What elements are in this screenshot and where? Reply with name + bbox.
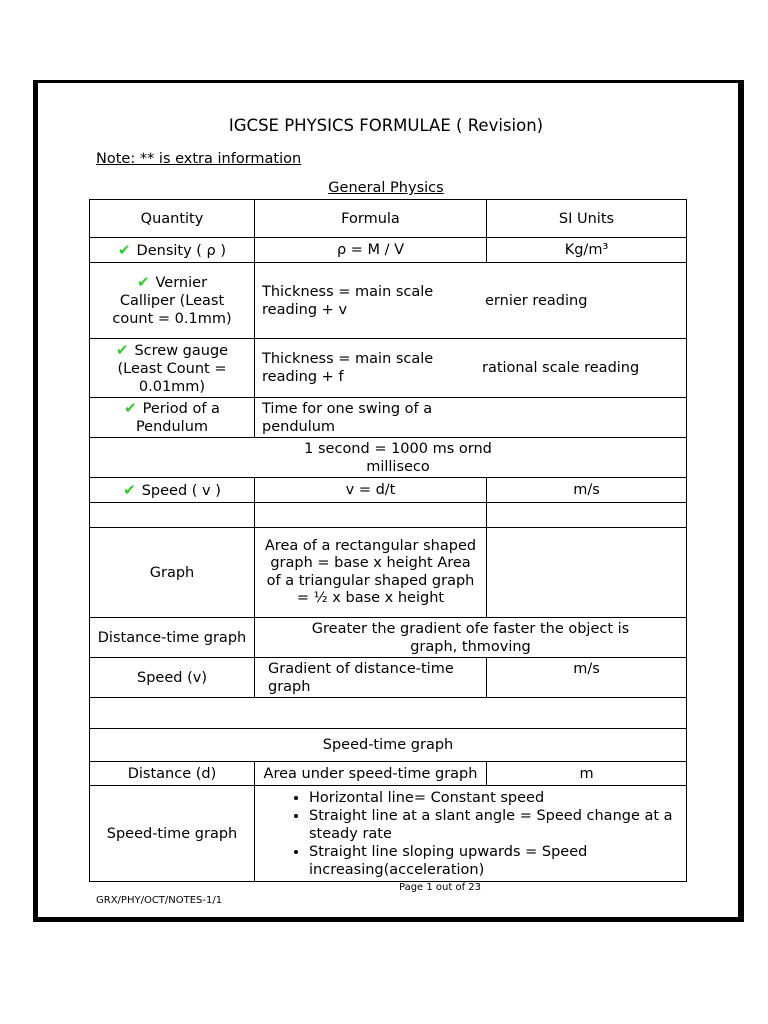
- table-row-empty: [90, 503, 687, 528]
- cell-units: m/s: [487, 658, 687, 698]
- cell-units: Kg/m³: [487, 238, 687, 263]
- cell-formula: Thickness = main scale reading + f rational scale reading: [255, 339, 687, 398]
- cell-quantity: Graph: [90, 528, 255, 618]
- table-row: [90, 762, 687, 786]
- cell-formula: Area of a rectangular shaped graph = base x height Area of a triangular shaped graph = ½ x base x height: [255, 528, 487, 618]
- cell-formula: Thickness = main scale reading + v ernier reading: [255, 263, 687, 339]
- cell-formula: Greater the gradient ofe faster the object is graph, thmoving: [255, 618, 687, 658]
- header-formula: Formula: [255, 200, 487, 238]
- cell-quantity: Distance (d): [90, 762, 255, 786]
- table-row: [90, 618, 687, 658]
- cell-units: m: [487, 762, 687, 786]
- list-item: • Straight line sloping upwards = Speed increasing(acceleration): [309, 843, 686, 879]
- table-row: [90, 263, 687, 339]
- checkmark-icon: ✔: [117, 240, 131, 259]
- list-item: • Straight line at a slant angle = Speed change at a steady rate: [309, 807, 686, 843]
- formula-table: [89, 199, 687, 882]
- cell-subheading: Speed-time graph: [90, 729, 687, 762]
- cell-quantity: Speed (v): [90, 658, 255, 698]
- cell-formula: Gradient of distance-time graph: [255, 658, 487, 698]
- checkmark-icon: ✔: [123, 480, 136, 499]
- page-title: IGCSE PHYSICS FORMULAE ( Revision): [228, 116, 544, 135]
- checkmark-icon: ✔: [124, 399, 137, 417]
- cell-quantity: Speed-time graph: [90, 786, 255, 882]
- checkmark-icon: ✔: [136, 273, 150, 291]
- cell-quantity: ✔ Vernier Calliper (Least count = 0.1mm): [90, 263, 255, 339]
- cell-quantity: ✔ Period of a Pendulum: [90, 398, 255, 438]
- section-heading: General Physics: [328, 180, 444, 196]
- table-header-row: [90, 200, 687, 238]
- cell-units: [487, 528, 687, 618]
- cell-quantity: ✔ Speed ( v ): [90, 478, 255, 503]
- cell-units: m/s: [487, 478, 687, 503]
- cell-formula: Area under speed-time graph: [255, 762, 487, 786]
- table-row: [90, 786, 687, 882]
- note-text: Note: ** is extra information: [96, 151, 302, 167]
- cell-quantity: ✔ Density ( ρ ): [90, 238, 255, 263]
- cell-formula: [255, 786, 687, 882]
- checkmark-icon: ✔: [115, 340, 129, 359]
- table-row: [90, 438, 687, 478]
- table-row: [90, 528, 687, 618]
- header-quantity: Quantity: [90, 200, 255, 238]
- cell-note: 1 second = 1000 ms ornd milliseco: [90, 438, 687, 478]
- table-row: [90, 658, 687, 698]
- list-item: • Horizontal line= Constant speed: [309, 789, 686, 807]
- page-number: Page 1 out of 23: [399, 882, 482, 893]
- cell-formula: Time for one swing of a pendulum: [255, 398, 687, 438]
- table-row: [90, 398, 687, 438]
- table-row: [90, 238, 687, 263]
- cell-quantity: Distance-time graph: [90, 618, 255, 658]
- table-row-empty: [90, 698, 687, 729]
- table-row: [90, 729, 687, 762]
- header-units: SI Units: [487, 200, 687, 238]
- cell-formula: ρ = M / V: [255, 238, 487, 263]
- cell-quantity: ✔ Screw gauge (Least Count = 0.01mm): [90, 339, 255, 398]
- table-row: [90, 478, 687, 503]
- bullet-list: [255, 789, 686, 879]
- table-row: [90, 339, 687, 398]
- document-code: GRX/PHY/OCT/NOTES-1/1: [96, 895, 223, 906]
- cell-formula: v = d/t: [255, 478, 487, 503]
